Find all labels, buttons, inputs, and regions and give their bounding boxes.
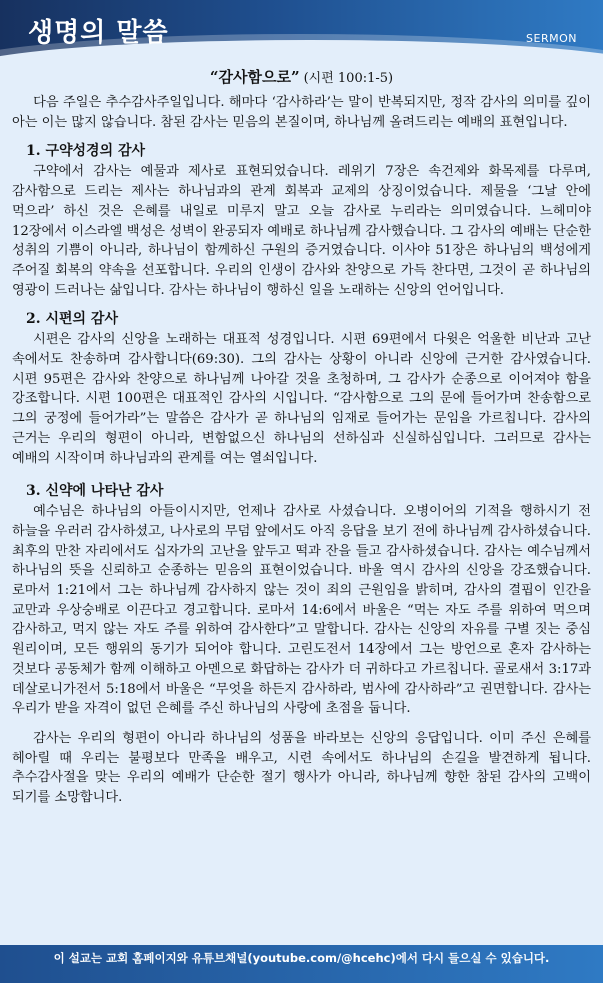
intro-paragraph: 다음 주일은 추수감사주일입니다. 해마다 ‘감사하라’는 말이 반복되지만, 정작 감사의 의미를 깊이 아는 이는 많지 않습니다. 참된 감사는 믿음의 본질이며, 하나님께 올려드리는 예배의 표현입니다. (12, 95, 591, 130)
scripture-reference: (시편 100:1-5) (303, 71, 394, 86)
section-body-2: 시편은 감사의 신앙을 노래하는 대표적 성경입니다. 시편 69편에서 다윗은 억울한 비난과 고난 속에서도 찬송하며 감사합니다(69:30). 그의 감사는 상황이 아니라 신앙에 근거한 감사였습니다. 시편 95편은 감사와 찬양으로 하나님께 나아갈 것을 초청하며, 그 감사가 순종으로 이어져야 함을 강조합니다. 시편 100편은 대표적인 감사의 시입니다. “감사함으로 그의 문에 들어가며 찬송함으로 그의 궁정에 들어가라”는 말씀은 감사가 곧 하나님의 임재로 들어가는 문임을 가르칩니다. 감사의 근거는 우리의 형편이 아니라, 변함없으신 하나님의 선하심과 신실하심입니다. 그러므로 감사는 예배의 시작이며 하나님과의 관계를 여는 열쇠입니다. (12, 332, 591, 466)
section-heading-1: 1. 구약성경의 감사 (26, 143, 146, 160)
section-heading-3: 3. 신약에 나타난 감사 (26, 483, 164, 500)
section-body-1: 구약에서 감사는 예물과 제사로 표현되었습니다. 레위기 7장은 속건제와 화목제를 다루며, 감사함으로 드리는 제사는 하나님과의 관계 회복과 교제의 상징이었습니다. 제물을 ‘그날 안에 먹으라’ 하신 것은 은혜를 내일로 미루지 말고 오늘 감사로 누리라는 의미였습니다. 느헤미야 12장에서 이스라엘 백성은 성벽이 완공되자 예배로 하나님께 감사했습니다. 그 감사의 예배는 단순한 성취의 기쁨이 아니라, 하나님이 함께하신 구원의 증거였습니다. 이사야 51장은 하나님의 백성에게 주어질 회복의 약속을 선포합니다. 우리의 인생이 감사와 찬양으로 가득 찬다면, 그것이 곧 하나님의 영광이 드러나는 삶입니다. 감사는 하나님이 행하신 일을 노래하는 신앙의 언어입니다. (12, 164, 591, 298)
section-heading-2: 2. 시편의 감사 (26, 311, 118, 328)
banner-title: 생명의 말씀 (28, 18, 169, 48)
header-banner (0, 0, 603, 62)
sermon-content (12, 62, 591, 808)
sermon-title: “감사함으로” (209, 68, 300, 86)
banner-tag: SERMON (526, 32, 577, 45)
paragraph-gap (12, 719, 591, 729)
footer-note: 이 설교는 교회 홈페이지와 유튜브채널(youtube.com/@hcehc)에서 다시 들으실 수 있습니다. (53, 951, 550, 965)
conclusion-paragraph: 감사는 우리의 형편이 아니라 하나님의 성품을 바라보는 신앙의 응답입니다. 이미 주신 은혜를 헤아릴 때 우리는 불평보다 만족을 배우고, 시련 속에서도 하나님의 손길을 발견하게 됩니다. 추수감사절을 맞는 우리의 예배가 단순한 절기 행사가 아니라, 하나님께 향한 참된 감사의 고백이 되기를 소망합니다. (12, 730, 591, 806)
sermon-title-line (12, 66, 591, 87)
section-body-3: 예수님은 하나님의 아들이시지만, 언제나 감사로 사셨습니다. 오병이어의 기적을 행하시기 전 하늘을 우러러 감사하셨고, 나사로의 무덤 앞에서도 아직 응답을 보기 전에 하나님께 감사하셨습니다. 최후의 만찬 자리에서도 십자가의 고난을 앞두고 떡과 잔을 들고 감사하셨습니다. 감사는 예수님께서 하나님의 뜻을 신뢰하고 순종하는 믿음의 표현이었습니다. 바울 역시 감사의 신앙을 강조했습니다. 로마서 1:21에서 그는 하나님께 감사하지 않는 것이 죄의 근원임을 밝히며, 감사의 결핍이 인간을 교만과 우상숭배로 이끈다고 경고합니다. 로마서 14:6에서 바울은 “먹는 자도 주를 위하여 먹으며 감사하고, 먹지 않는 자도 주를 위하여 감사한다”고 말합니다. 감사는 신앙의 자유를 구별 짓는 중심 원리이며, 모든 행위의 동기가 되어야 합니다. 고린도전서 14장에서 그는 방언으로 혼자 감사하는 것보다 공동체가 함께 이해하고 아멘으로 화답하는 감사가 더 귀하다고 가르칩니다. 골로새서 3:17과 데살로니가전서 5:18에서 바울은 “무엇을 하든지 감사하라, 범사에 감사하라”고 권면합니다. 감사는 우리가 받을 자격이 없던 은혜를 주신 하나님의 사랑에 초점을 둡니다. (12, 504, 591, 717)
